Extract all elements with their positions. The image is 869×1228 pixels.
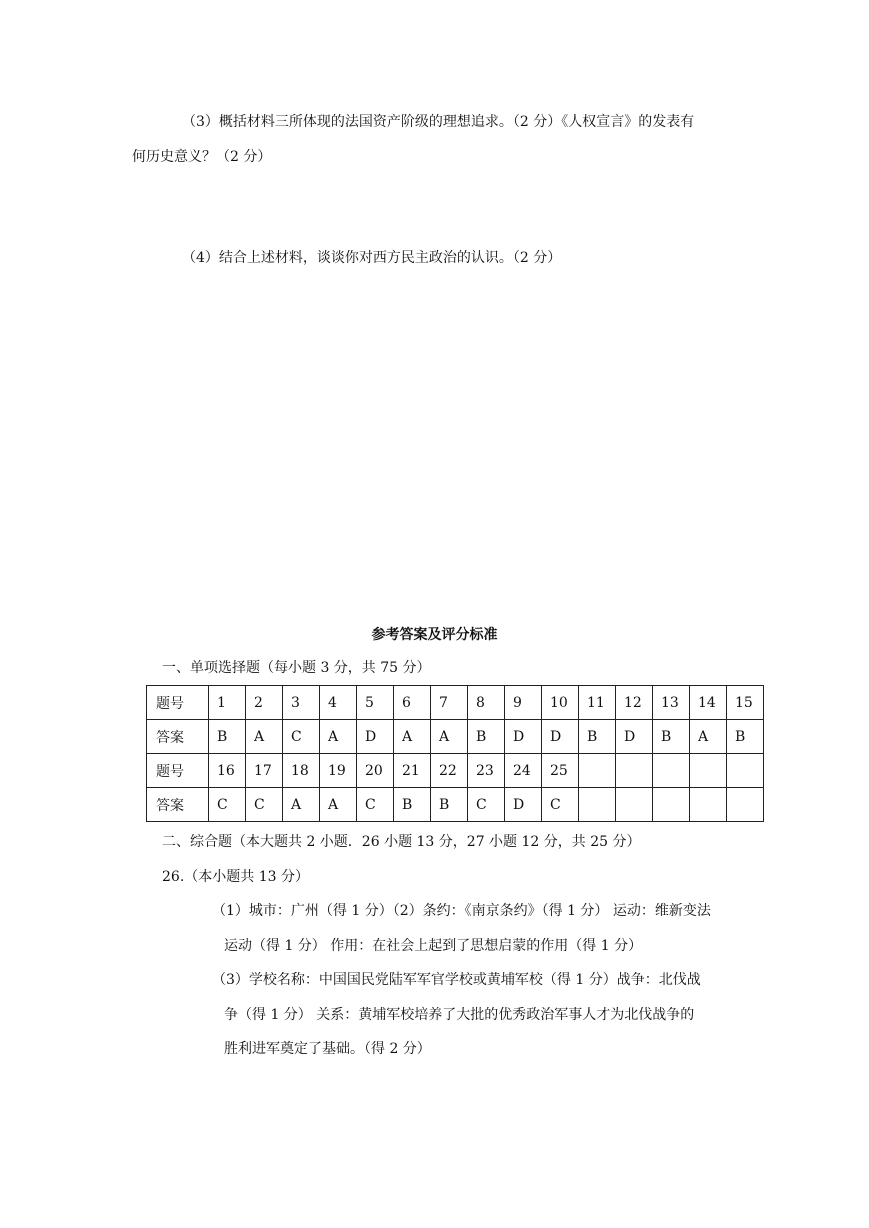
question-number-cell: 10: [542, 686, 579, 720]
empty-cell: [727, 788, 764, 822]
question-number-cell: 19: [320, 754, 357, 788]
question-3-line-2: 何历史意义？（2 分）: [132, 149, 272, 165]
answer-cell: C: [209, 788, 246, 822]
answer-cell: D: [542, 720, 579, 754]
answer-cell: B: [579, 720, 616, 754]
question-number-cell: 4: [320, 686, 357, 720]
question-number-cell: 8: [468, 686, 505, 720]
question-number-cell: 24: [505, 754, 542, 788]
answer-cell: A: [283, 788, 320, 822]
empty-cell: [653, 788, 690, 822]
question-number-cell: 6: [394, 686, 431, 720]
answer-cell: D: [357, 720, 394, 754]
answer-cell: A: [320, 788, 357, 822]
answer-cell: C: [542, 788, 579, 822]
answer-cell: B: [209, 720, 246, 754]
question-4: （4）结合上述材料，谈谈你对西方民主政治的认识。（2 分）: [182, 250, 562, 266]
question-3-line-1: （3）概括材料三所体现的法国资产阶级的理想追求。（2 分）《人权宣言》的发表有: [182, 114, 695, 130]
row-label-answer: 答案: [147, 720, 209, 754]
question-number-cell: 25: [542, 754, 579, 788]
empty-cell: [579, 788, 616, 822]
row-label-number: 题号: [147, 754, 209, 788]
question-26-answer-line: 争（得 1 分） 关系：黄埔军校培养了大批的优秀政治军事人才为北伐战争的: [224, 1007, 695, 1023]
answer-cell: C: [246, 788, 283, 822]
question-number-cell: 12: [616, 686, 653, 720]
answer-cell: D: [505, 788, 542, 822]
question-number-cell: 14: [690, 686, 727, 720]
row-label-number: 题号: [147, 686, 209, 720]
question-number-cell: 23: [468, 754, 505, 788]
question-number-cell: 7: [431, 686, 468, 720]
empty-cell: [616, 754, 653, 788]
answer-cell: A: [320, 720, 357, 754]
answer-cell: D: [505, 720, 542, 754]
answer-table: [146, 685, 764, 822]
answer-cell: B: [431, 788, 468, 822]
answer-cell: A: [690, 720, 727, 754]
answer-cell: B: [727, 720, 764, 754]
question-number-cell: 5: [357, 686, 394, 720]
answer-cell: D: [616, 720, 653, 754]
empty-cell: [690, 788, 727, 822]
answer-cell: B: [468, 720, 505, 754]
answer-cell: A: [394, 720, 431, 754]
question-number-cell: 15: [727, 686, 764, 720]
section-1-heading: 一、单项选择题（每小题 3 分，共 75 分）: [162, 660, 431, 676]
empty-cell: [727, 754, 764, 788]
table-row-answers-1: [147, 720, 764, 754]
question-26-answer-line: （1）城市：广州（得 1 分）（2）条约：《南京条约》（得 1 分） 运动：维新变法: [212, 903, 711, 919]
answers-title: 参考答案及评分标准: [371, 627, 498, 643]
question-number-cell: 11: [579, 686, 616, 720]
empty-cell: [616, 788, 653, 822]
question-number-cell: 2: [246, 686, 283, 720]
question-number-cell: 21: [394, 754, 431, 788]
question-number-cell: 18: [283, 754, 320, 788]
question-number-cell: 9: [505, 686, 542, 720]
table-row-answers-2: [147, 788, 764, 822]
empty-cell: [579, 754, 616, 788]
answer-cell: B: [653, 720, 690, 754]
table-row-numbers-1: [147, 686, 764, 720]
answer-cell: C: [357, 788, 394, 822]
question-number-cell: 20: [357, 754, 394, 788]
question-26-answer-line: 运动（得 1 分） 作用：在社会上起到了思想启蒙的作用（得 1 分）: [224, 938, 643, 954]
table-row-numbers-2: [147, 754, 764, 788]
question-26-answer-line: 胜利进军奠定了基础。（得 2 分）: [224, 1041, 431, 1057]
question-number-cell: 3: [283, 686, 320, 720]
empty-cell: [653, 754, 690, 788]
question-number-cell: 17: [246, 754, 283, 788]
question-number-cell: 13: [653, 686, 690, 720]
answer-cell: C: [468, 788, 505, 822]
row-label-answer: 答案: [147, 788, 209, 822]
answer-cell: C: [283, 720, 320, 754]
question-number-cell: 16: [209, 754, 246, 788]
answer-cell: A: [246, 720, 283, 754]
empty-cell: [690, 754, 727, 788]
section-2-heading: 二、综合题（本大题共 2 小题．26 小题 13 分，27 小题 12 分，共 25 分）: [162, 834, 641, 850]
question-number-cell: 1: [209, 686, 246, 720]
answer-cell: B: [394, 788, 431, 822]
question-26-answer-line: （3）学校名称：中国国民党陆军军官学校或黄埔军校（得 1 分）战争：北伐战: [212, 972, 701, 988]
answer-cell: A: [431, 720, 468, 754]
question-26-heading: 26.（本小题共 13 分）: [162, 869, 309, 885]
question-number-cell: 22: [431, 754, 468, 788]
